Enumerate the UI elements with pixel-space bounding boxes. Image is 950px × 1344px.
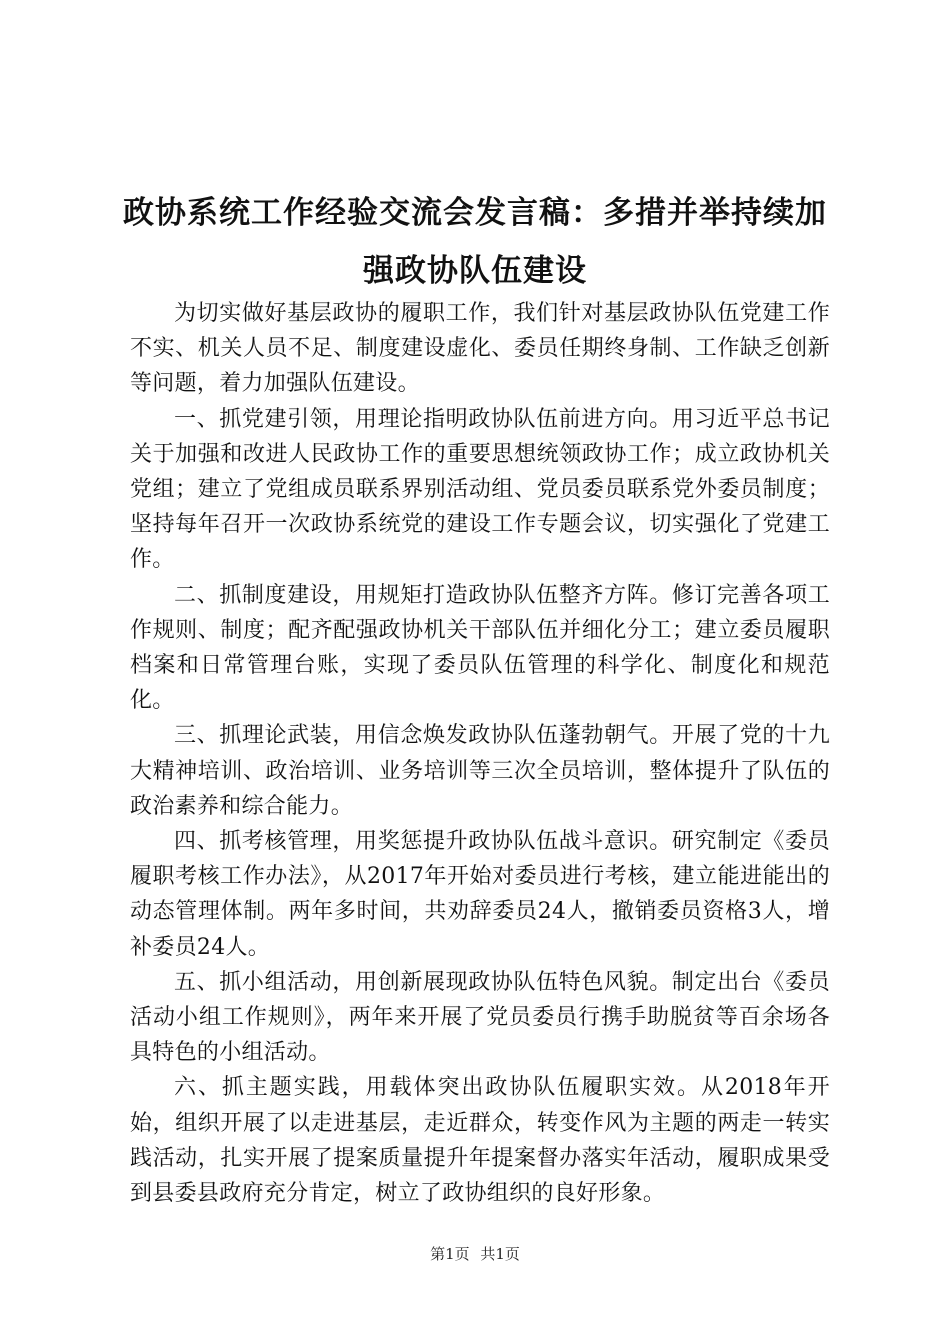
paragraph-intro: 为切实做好基层政协的履职工作，我们针对基层政协队伍党建工作不实、机关人员不足、制度建设虚化、委员任期终身制、工作缺乏创新等问题，着力加强队伍建设。 bbox=[130, 301, 830, 397]
document-title: 政协系统工作经验交流会发言稿：多措并举持续加强政协队伍建设 bbox=[123, 195, 827, 289]
page-footer bbox=[0, 1243, 950, 1264]
paragraph-section-1: 一、抓党建引领，用理论指明政协队伍前进方向。用习近平总书记关于加强和改进人民政协工作的重要思想统领政协工作；成立政协机关党组；建立了党组成员联系界别活动组、党员委员联系党外委员制度；坚持每年召开一次政协系统党的建设工作专题会议，切实强化了党建工作。 bbox=[130, 406, 830, 573]
page-number: 第1页 bbox=[430, 1245, 470, 1263]
paragraph-section-3: 三、抓理论武装，用信念焕发政协队伍蓬勃朝气。开展了党的十九大精神培训、政治培训、业务培训等三次全员培训，整体提升了队伍的政治素养和综合能力。 bbox=[130, 723, 830, 819]
paragraph-section-5: 五、抓小组活动，用创新展现政协队伍特色风貌。制定出台《委员活动小组工作规则》，两年来开展了党员委员行携手助脱贫等百余场各具特色的小组活动。 bbox=[130, 969, 830, 1066]
paragraph-section-2: 二、抓制度建设，用规矩打造政协队伍整齐方阵。修订完善各项工作规则、制度；配齐配强政协机关干部队伍并细化分工；建立委员履职档案和日常管理台账，实现了委员队伍管理的科学化、制度化和规范化。 bbox=[130, 582, 830, 714]
paragraph-section-6: 六、抓主题实践，用载体突出政协队伍履职实效。从2018年开始，组织开展了以走进基层，走近群众，转变作风为主题的两走一转实践活动，扎实开展了提案质量提升年提案督办落实年活动，履职成果受到县委县政府充分肯定，树立了政协组织的良好形象。 bbox=[130, 1075, 830, 1207]
page-total: 共1页 bbox=[480, 1245, 520, 1263]
paragraph-section-4: 四、抓考核管理，用奖惩提升政协队伍战斗意识。研究制定《委员履职考核工作办法》，从2017年开始对委员进行考核，建立能进能出的动态管理体制。两年多时间，共劝辞委员24人，撤销委员资格3人，增补委员24人。 bbox=[130, 829, 830, 960]
document-body bbox=[130, 296, 830, 1211]
